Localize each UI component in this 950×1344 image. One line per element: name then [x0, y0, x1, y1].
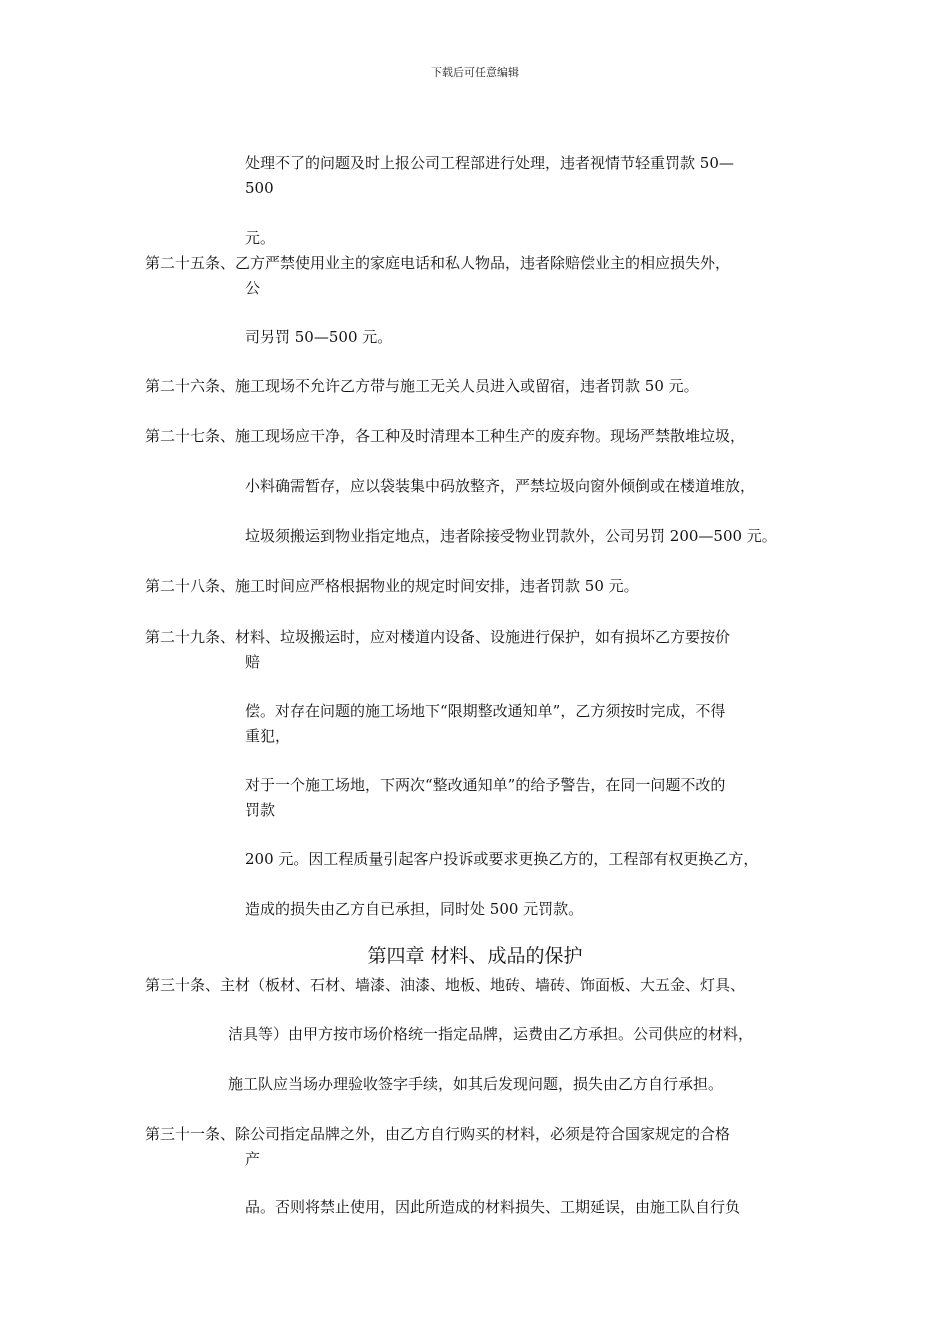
- text-line: 处理不了的问题及时上报公司工程部进行处理，违者视情节轻重罚款 50—: [245, 154, 734, 172]
- text-line: 对于一个施工场地，下两次“整改通知单”的给予警告，在同一问题不改的: [245, 776, 726, 794]
- text-line: 重犯，: [245, 727, 291, 745]
- text-line: 造成的损失由乙方自已承担，同时处 500 元罚款。: [245, 900, 584, 918]
- text-line: 元。: [245, 229, 276, 247]
- article-25-heading-line: 第二十五条、乙方严禁使用业主的家庭电话和私人物品，违者除赔偿业主的相应损失外，: [145, 254, 731, 272]
- text-line: 赔: [245, 653, 261, 671]
- text-line: 洁具等）由甲方按市场价格统一指定品牌，运费由乙方承担。公司供应的材料，: [228, 1025, 754, 1043]
- text-line: 产: [245, 1150, 261, 1168]
- text-line: 200 元。因工程质量引起客户投诉或要求更换乙方的，工程部有权更换乙方，: [245, 850, 759, 868]
- article-31-heading-line: 第三十一条、除公司指定品牌之外，由乙方自行购买的材料，必须是符合国家规定的合格: [145, 1125, 731, 1143]
- text-line: 公: [245, 279, 261, 297]
- chapter-title: 第四章 材料、成品的保护: [367, 945, 583, 967]
- article-30-heading-line: 第三十条、主材（板材、石材、墙漆、油漆、地板、地砖、墙砖、饰面板、大五金、灯具、: [145, 976, 746, 994]
- text-line: 垃圾须搬运到物业指定地点，违者除接受物业罚款外，公司另罚 200—500 元。: [245, 527, 777, 545]
- article-29-heading-line: 第二十九条、材料、垃圾搬运时，应对楼道内设备、设施进行保护，如有损坏乙方要按价: [145, 628, 731, 646]
- text-line: 小料确需暂存，应以袋装集中码放整齐，严禁垃圾向窗外倾倒或在楼道堆放，: [245, 477, 756, 495]
- text-line: 司另罚 50—500 元。: [245, 328, 393, 346]
- text-line: 罚款: [245, 801, 276, 819]
- text-line: 500: [245, 179, 274, 197]
- page-header: 下载后可任意编辑: [431, 66, 519, 79]
- article-27-heading-line: 第二十七条、施工现场应干净，各工种及时清理本工种生产的废弃物。现场严禁散堆垃圾，: [145, 427, 746, 445]
- article-26-line: 第二十六条、施工现场不允许乙方带与施工无关人员进入或留宿，违者罚款 50 元。: [145, 377, 699, 395]
- article-28-line: 第二十八条、施工时间应严格根据物业的规定时间安排，违者罚款 50 元。: [145, 577, 639, 595]
- text-line: 施工队应当场办理验收签字手续，如其后发现问题，损失由乙方自行承担。: [228, 1075, 724, 1093]
- text-line: 偿。对存在问题的施工场地下“限期整改通知单”，乙方须按时完成，不得: [245, 702, 726, 720]
- text-line: 品。否则将禁止使用，因此所造成的材料损失、工期延误，由施工队自行负: [245, 1198, 741, 1216]
